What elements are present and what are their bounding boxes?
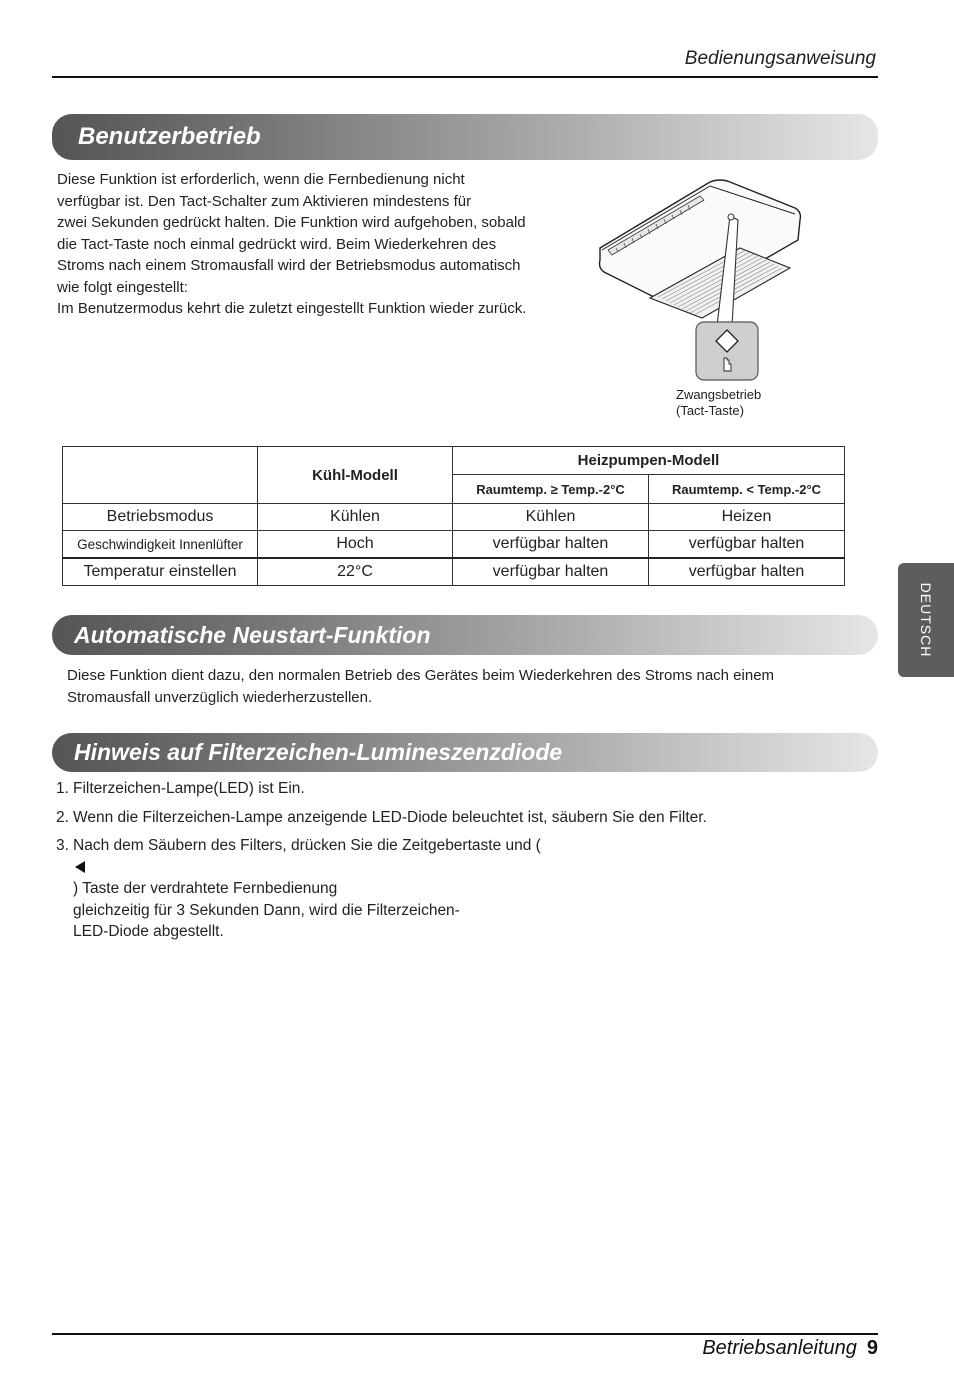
language-tab: DEUTSCH — [898, 563, 954, 677]
section-title-benutzerbetrieb: Benutzerbetrieb — [52, 114, 878, 160]
indoor-unit-illustration — [590, 170, 810, 385]
filter-list — [56, 778, 876, 950]
footer — [702, 1337, 878, 1360]
neustart-paragraph: Diese Funktion dient dazu, den normalen Betrieb des Gerätes beim Wiederkehren des Stroms nach einem Stromausfall unverzüglich wiederherzustellen. — [67, 667, 775, 706]
table-row: Betriebsmodus Kühlen Kühlen Heizen — [63, 504, 845, 531]
section-title-neustart: Automatische Neustart-Funktion — [52, 615, 878, 655]
table-header-empty — [63, 447, 258, 504]
benutzerbetrieb-paragraph: Diese Funktion ist erforderlich, wenn die Fernbedienung nicht verfügbar ist. Den Tact-Schalter zum Aktivieren mindestens für zwei Sekunden gedrückt halten. Die Funktion wird aufgehoben, sobald die Tact-Taste noch einmal gedrückt wird. Beim Wiederkehren des Stroms nach einem Stromausfall wird der Betriebsmodus automatisch wie folgt eingestellt: Im Benutzermodus kehrt die zuletzt eingestellt Funktion wieder zurück. — [57, 171, 527, 317]
operation-mode-table — [62, 446, 845, 586]
header-rule — [52, 76, 878, 78]
table-header-heatpump: Heizpumpen-Modell — [453, 447, 845, 475]
page-number: 9 — [866, 1337, 878, 1359]
left-arrow-icon — [75, 861, 85, 873]
list-item: 2. Wenn die Filterzeichen-Lampe anzeigende LED-Diode beleuchtet ist, säubern Sie den Filter. — [56, 808, 707, 826]
table-subheader-lt: Raumtemp. < Temp.-2°C — [649, 475, 845, 504]
figure-caption: Zwangsbetrieb (Tact-Taste) — [676, 387, 762, 418]
footer-title: Betriebsanleitung — [702, 1337, 857, 1359]
section-title-filter: Hinweis auf Filterzeichen-Lumineszenzdiode — [52, 733, 878, 772]
footer-rule — [52, 1333, 878, 1335]
header-title: Bedienungsanweisung — [684, 48, 876, 69]
table-row: Temperatur einstellen 22°C verfügbar halten verfügbar halten — [63, 558, 845, 586]
list-item: 1. Filterzeichen-Lampe(LED) ist Ein. — [56, 780, 305, 797]
list-item: 3. Nach dem Säubern des Filters, drücken Sie die Zeitgebertaste und ( ) Taste der verdrahtete Fernbedienung gleichzeitig für 3 Sekunden Dann, wird die Filterzeichen- LED-Diode abgestellt. — [56, 837, 541, 940]
table-header-cooling: Kühl-Modell — [258, 447, 453, 504]
table-subheader-ge: Raumtemp. ≥ Temp.-2°C — [453, 475, 649, 504]
table-row: Geschwindigkeit Innenlüfter Hoch verfügbar halten verfügbar halten — [63, 531, 845, 559]
